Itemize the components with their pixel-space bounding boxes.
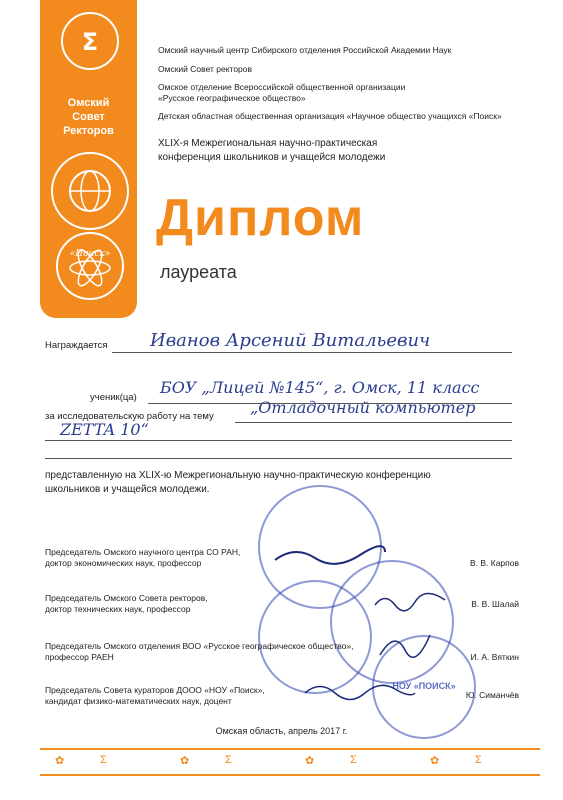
org-line: «Русское географическое общество»	[158, 93, 306, 103]
sigma-logo-icon	[63, 14, 117, 68]
signatory-name: И. А. Вяткин	[470, 652, 519, 662]
signature-vyatkin	[375, 625, 435, 665]
research-label: за исследовательскую работу на тему	[45, 411, 214, 422]
flower-icon: ✿	[180, 755, 190, 767]
diploma-subtitle: лауреата	[160, 262, 237, 282]
student-label: ученик(ца)	[90, 392, 137, 403]
awarded-line	[112, 352, 512, 353]
research-line	[235, 422, 512, 423]
sigma-icon: Σ	[475, 754, 482, 766]
signature-karpov	[270, 540, 390, 570]
rgo-seal	[51, 152, 129, 230]
svg-text:«Поиск»: «Поиск»	[69, 249, 111, 259]
blank-line	[45, 458, 512, 459]
signatory-role: Председатель Омского отделения ВОО «Русское географическое общество», профессор РАЕН	[45, 641, 354, 662]
research-topic-2: ZETTA 10“	[60, 420, 149, 439]
logo-title: Омский Совет Ректоров	[63, 97, 114, 137]
signatory-name: В. В. Шалай	[471, 599, 519, 609]
flower-icon: ✿	[430, 755, 440, 767]
research-topic-1: „Отладочный компьютер	[250, 398, 476, 417]
sigma-icon: Σ	[225, 754, 232, 766]
org-line: Омское отделение Всероссийской общественной организации	[158, 82, 406, 92]
place-date: Омская область, апрель 2017 г.	[215, 726, 348, 736]
org-line: Омский Совет ректоров	[158, 64, 253, 74]
poisk-seal	[56, 232, 124, 300]
signatory-role: Председатель Совета кураторов ДООО «НОУ «Поиск», кандидат физико-математических наук, доцент	[45, 685, 265, 706]
awarded-label: Награждается	[45, 340, 108, 351]
globe-icon	[53, 154, 127, 228]
signatory-role: Председатель Омского Совета ректоров, доктор технических наук, профессор	[45, 593, 208, 614]
poisk-stamp-text: НОУ «ПОИСК»	[392, 681, 456, 691]
atom-icon	[58, 234, 122, 298]
research-line-2	[45, 440, 512, 441]
signatory-role: Председатель Омского научного центра СО РАН, доктор экономических наук, профессор	[45, 547, 241, 568]
sigma-icon: Σ	[350, 754, 357, 766]
signatory-name: Ю. Симанчёв	[465, 690, 519, 700]
omsk-council-logo	[61, 12, 119, 70]
org-line: Омский научный центр Сибирского отделения Российской Академии Наук	[158, 45, 452, 55]
sidebar-banner	[40, 0, 137, 318]
flower-icon: ✿	[305, 755, 315, 767]
flower-icon: ✿	[55, 755, 65, 767]
footer-ornament	[40, 748, 540, 776]
signature-simanchev	[300, 675, 420, 705]
diploma-title: Диплом	[156, 189, 365, 247]
conference-title: XLIX-я Межрегиональная научно-практическая конференция школьников и учащейся молодежи	[158, 138, 386, 163]
svg-text:Σ: Σ	[81, 28, 99, 56]
org-line: Детская областная общественная организация «Научное общество учащихся «Поиск»	[158, 111, 502, 121]
signature-shalay	[370, 590, 450, 615]
presented-text: представленную на XLIX-ю Межрегиональную научно-практическую конференцию школьников и учащейся молодежи.	[45, 470, 431, 495]
sigma-icon: Σ	[100, 754, 107, 766]
student-school: БОУ „Лицей №145“, г. Омск, 11 класс	[160, 378, 480, 397]
signatory-name: В. В. Карпов	[469, 558, 519, 568]
awarded-name: Иванов Арсений Витальевич	[150, 330, 431, 351]
